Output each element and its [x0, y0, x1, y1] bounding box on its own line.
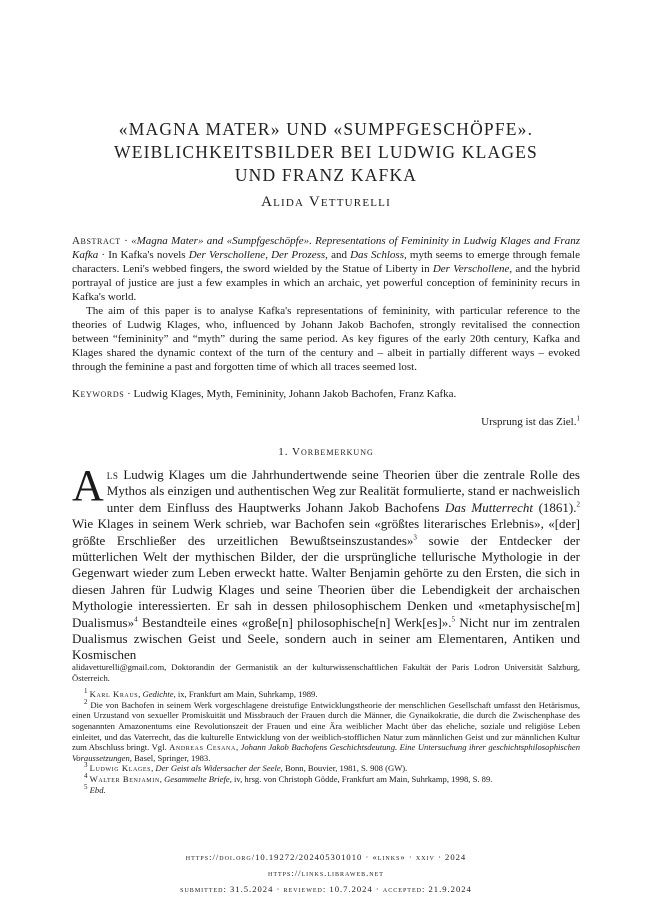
- abstract-label: Abstract: [72, 235, 121, 247]
- colophon: [72, 849, 580, 897]
- footnote-3: $^3$ Ludwig Klages, Der Geist als Widersacher der Seele, Bonn, Bouvier, 1981, S. 908 (GW).: [84, 761, 408, 774]
- footnote-2: $^2$ Die von Bachofen in seinem Werk vorgeschlagene dreistufige Entwicklungstheorie der menschlichen Gesellschaft umfasst den Hetärismus, einen Urzustand von sexueller Promiskuität und Missbrauch der Frauen durch die Männer, die Gynaikokratie, die durch die Zwischenphase des sogenannten Amazonentums eine Revolutionszeit der Frauen und eine Ära weiblicher Macht über das eheliche, soziale und religiöse Leben einleitet, und das Vaterrecht, das die kulturelle Entwicklung von der weiblich-stofflichen Natur zum männlichen Geist und zur männlichen Kultur zum Abschluss bringt. Vgl. Andreas Cesana, Johann Jakob Bachofens Geschichtsdeutung. Eine Untersuchung ihrer geschichtsphilosophischen Voraussetzungen, Basel, Springer, 1983.: [72, 697, 580, 763]
- title-line-2: WEIBLICHKEITSBILDER BEI LUDWIG KLAGES: [114, 142, 538, 162]
- body-text: [72, 461, 580, 664]
- submission-dates: submitted: 31.5.2024 · reviewed: 10.7.2024 · accepted: 21.9.2024: [180, 884, 472, 894]
- footnotes: [72, 662, 580, 795]
- footnote-ref-3: 3: [413, 533, 417, 542]
- doi-line[interactable]: https://doi.org/10.19272/202405301010 · «links» · xxiv · 2024: [185, 852, 467, 862]
- footnote-ref-1: 1: [576, 414, 580, 423]
- author-affiliation: alidavetturelli@gmail.com, Doktorandin der Germanistik an der kulturwissenschaftlichen Fakultät der Paris Lodron Universität Salzburg, Österreich.: [72, 662, 580, 683]
- drop-cap: A: [72, 461, 104, 510]
- footnote-ref-5: 5: [451, 615, 456, 624]
- keywords-label: Keywords: [72, 388, 125, 400]
- footnote-ref-2: 2: [576, 500, 580, 509]
- footnote-ref-4: 4: [134, 615, 138, 624]
- abstract-paragraph-2: The aim of this paper is to analyse Kafka's representations of femininity, with particular reference to the theories of Ludwig Klages, who, influenced by Johann Jakob Bachofen, strongly revitalised the connection between “femininity” and “myth” during the same period. As key figures of the early 20th century, Kafka and Klages shared the dynamic context of the turn of the century and – albeit in partially different ways – evoked through the feminine a past and forgotten time of which all traces seemed lost.: [72, 305, 580, 373]
- footnote-1: $^1$ Karl Kraus, Gedichte, ix, Frankfurt am Main, Suhrkamp, 1989.: [84, 687, 318, 700]
- footnote-5: $^5$ Ebd.: [84, 782, 106, 795]
- body-paragraph: Als Ludwig Klages um die Jahrhundertwende seine Theorien über die zentrale Rolle des Mythos als einzigen und authentischen Weg zur Realität formulierte, stand er nachweislich unter dem Einfluss des Hauptwerks Johann Jakob Bachofens Das Mutterrecht (1861).$^2$ Wie Klages in seinem Werk schrieb, war Bachofen sein «größtes literarisches Erlebnis», «[der] größte Erschließer des urzeitlichen Bewußtseinszustandes»$^3$ sowie der Entdecker der mütterlichen Welt der mythischen Bilder, der die ursprüngliche tellurische Mythologie in der Gegenwart wieder zum Leben erweckt hatte. Walter Benjamin gehörte zu den Ersten, die sich in diesen Jahren für Ludwig Klages und seine Theorien über die Lebendigkeit der archaischen Mythologie interessierten. Er sah in dessen philosophischem Denken und «metaphysische[m] Dualismus»$^4$ Bestandteile eines «große[n] philosophische[n] Werk[es]».$^5$ Nicht nur im zentralen Dualismus zwischen Geist und Seele, sondern auch in seiner am Elementaren, Antiken und Kosmischen: [72, 461, 580, 663]
- keywords: Keywords · Ludwig Klages, Myth, Femininity, Johann Jakob Bachofen, Franz Kafka.: [72, 388, 457, 400]
- keywords-list: Ludwig Klages, Myth, Femininity, Johann Jakob Bachofen, Franz Kafka.: [133, 388, 457, 400]
- epigraph: Ursprung ist das Ziel.$^1$: [481, 414, 580, 428]
- title-line-1: «MAGNA MATER» UND «SUMPFGESCHÖPFE».: [118, 119, 534, 139]
- journal-link[interactable]: https://links.libraweb.net: [268, 868, 384, 878]
- abstract: [72, 234, 580, 374]
- footnote-4: $^4$ Walter Benjamin, Gesammelte Briefe, iv, hrsg. von Christoph Gödde, Frankfurt am Main, Suhrkamp, 1998, S. 89.: [84, 772, 493, 784]
- abstract-paragraph-1: Abstract · «Magna Mater» and «Sumpfgeschöpfe». Representations of Femininity in Ludwig Klages and Franz Kafka · In Kafka's novels Der Verschollene, Der Prozess, and Das Schloss, myth seems to emerge through female characters. Leni's webbed fingers, the sword wielded by the Statue of Liberty in Der Verschollene, and the hybrid portrayal of justice are just a few examples in which an archaic, yet powerful conception of femininity recurs in Kafka's world.: [72, 235, 580, 303]
- section-heading: 1. Vorbemerkung: [278, 446, 374, 458]
- author-name: Alida Vetturelli: [261, 194, 391, 210]
- article-title: [72, 118, 580, 187]
- title-line-3: UND FRANZ KAFKA: [234, 165, 418, 185]
- abstract-english-title: «Magna Mater» and «Sumpfgeschöpfe». Representations of Femininity in Ludwig Klages and Franz Kafka: [72, 235, 580, 261]
